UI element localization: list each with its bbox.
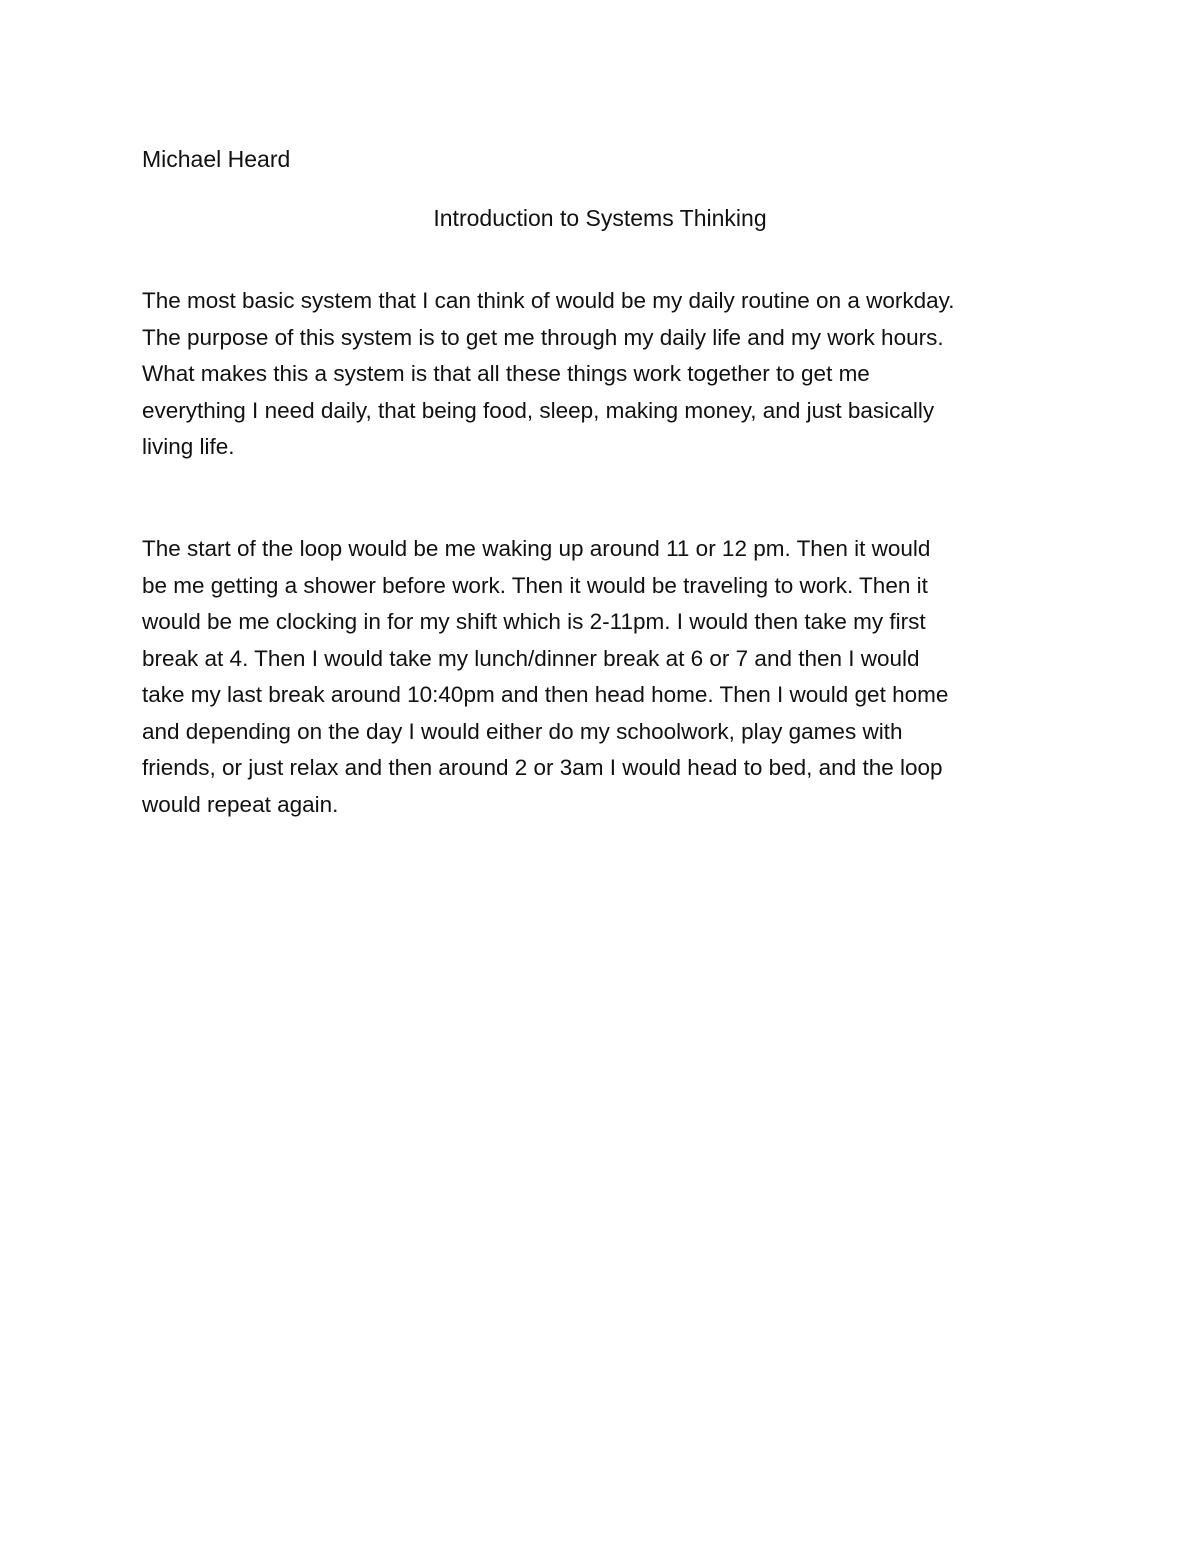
author-name: Michael Heard bbox=[142, 146, 291, 172]
paragraph-line: The purpose of this system is to get me through my daily life and my work hours. bbox=[142, 324, 944, 350]
paragraph-line: and depending on the day I would either do my schoolwork, play games with bbox=[142, 718, 903, 744]
paragraph-1 bbox=[142, 283, 1062, 466]
document-title: Introduction to Systems Thinking bbox=[433, 205, 767, 231]
paragraph-line: living life. bbox=[142, 434, 235, 459]
paragraph-line: break at 4. Then I would take my lunch/dinner break at 6 or 7 and then I would bbox=[142, 645, 920, 671]
paragraph-line: friends, or just relax and then around 2 or 3am I would head to bed, and the loop bbox=[142, 755, 943, 780]
paragraph-line: would repeat again. bbox=[142, 791, 339, 817]
paragraph-2 bbox=[142, 531, 1062, 823]
paragraph-line: everything I need daily, that being food, sleep, making money, and just basically bbox=[142, 397, 935, 423]
paragraph-line: take my last break around 10:40pm and then head home. Then I would get home bbox=[142, 682, 949, 707]
paragraph-line: would be me clocking in for my shift which is 2-11pm. I would then take my first bbox=[142, 609, 926, 634]
paragraph-line: The start of the loop would be me waking up around 11 or 12 pm. Then it would bbox=[142, 536, 931, 561]
paragraph-line: be me getting a shower before work. Then it would be traveling to work. Then it bbox=[142, 572, 928, 598]
paragraph-line: The most basic system that I can think of would be my daily routine on a workday. bbox=[142, 288, 955, 313]
paragraph-line: What makes this a system is that all these things work together to get me bbox=[142, 361, 870, 386]
